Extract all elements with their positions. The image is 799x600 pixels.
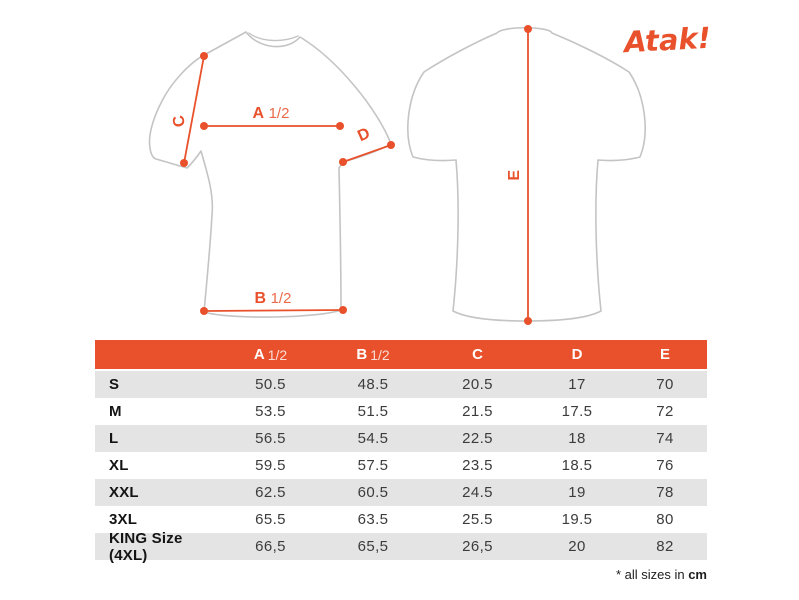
brand-logo: Atak!	[623, 20, 712, 60]
footnote-units: * all sizes in cm	[615, 567, 707, 582]
cell-value: 60.5	[357, 484, 389, 501]
cell-value: 62.5	[255, 484, 286, 501]
cell-value: 54.5	[357, 430, 389, 447]
cell-value: 50.5	[255, 376, 286, 393]
cell-value: 56.5	[255, 430, 286, 447]
cell-value: 17	[568, 376, 586, 393]
size-table	[95, 340, 707, 564]
header-e: E	[659, 346, 670, 363]
size-label: 3XL	[109, 511, 138, 528]
size-label: L	[109, 430, 119, 447]
cell-value: 65.5	[255, 511, 286, 528]
tshirt-front	[150, 32, 392, 317]
cell-value: 57.5	[357, 457, 389, 474]
cell-value: 80	[656, 511, 674, 528]
cell-value: 48.5	[357, 376, 389, 393]
cell-value: 63.5	[357, 511, 389, 528]
label-a-half: A 1/2	[252, 105, 290, 122]
header-c: C	[472, 346, 483, 363]
cell-value: 82	[656, 538, 674, 555]
cell-value: 20	[568, 538, 586, 555]
table-row-s	[95, 371, 707, 398]
label-d: D	[355, 124, 374, 146]
header-size-blank	[95, 340, 219, 369]
header-d: D	[571, 346, 583, 363]
cell-value: 19	[568, 484, 586, 501]
unit-cm: cm	[688, 567, 707, 582]
cell-value: 26,5	[462, 538, 493, 555]
cell-value: 23.5	[462, 457, 493, 474]
cell-value: 65,5	[357, 538, 389, 555]
cell-value: 59.5	[255, 457, 286, 474]
cell-value: 19.5	[561, 511, 593, 528]
table-row-king	[95, 529, 707, 564]
tshirt-back	[408, 28, 645, 321]
size-label: M	[109, 403, 122, 420]
cell-value: 78	[656, 484, 674, 501]
tshirt-front-collar	[249, 33, 298, 41]
label-e: E	[506, 169, 523, 181]
table-header-row	[95, 340, 707, 369]
size-label: KING Size (4XL)	[109, 529, 183, 564]
table-row-xl	[95, 452, 707, 479]
cell-value: 21.5	[462, 403, 493, 420]
cell-value: 76	[656, 457, 674, 474]
header-a-half: A 1/2	[253, 346, 288, 363]
cell-value: 66,5	[255, 538, 286, 555]
cell-value: 22.5	[462, 430, 493, 447]
cell-value: 18	[568, 430, 586, 447]
cell-value: 72	[656, 403, 674, 420]
size-label: XL	[109, 457, 129, 474]
size-label: XXL	[109, 484, 139, 501]
label-b-half: B 1/2	[254, 290, 292, 307]
tshirt-back-outline	[408, 28, 645, 321]
size-label: S	[109, 376, 120, 393]
header-b-half: B 1/2	[356, 346, 390, 363]
cell-value: 74	[656, 430, 674, 447]
cell-value: 51.5	[357, 403, 389, 420]
label-c: C	[170, 113, 189, 129]
table-row-xxl	[95, 479, 707, 506]
tshirt-front-outline	[150, 32, 392, 317]
cell-value: 53.5	[255, 403, 286, 420]
cell-value: 20.5	[462, 376, 493, 393]
cell-value: 18.5	[561, 457, 593, 474]
table-row-l	[95, 425, 707, 452]
table-row-m	[95, 398, 707, 425]
cell-value: 17.5	[561, 403, 593, 420]
cell-value: 24.5	[462, 484, 493, 501]
cell-value: 70	[656, 376, 674, 393]
cell-value: 25.5	[462, 511, 493, 528]
